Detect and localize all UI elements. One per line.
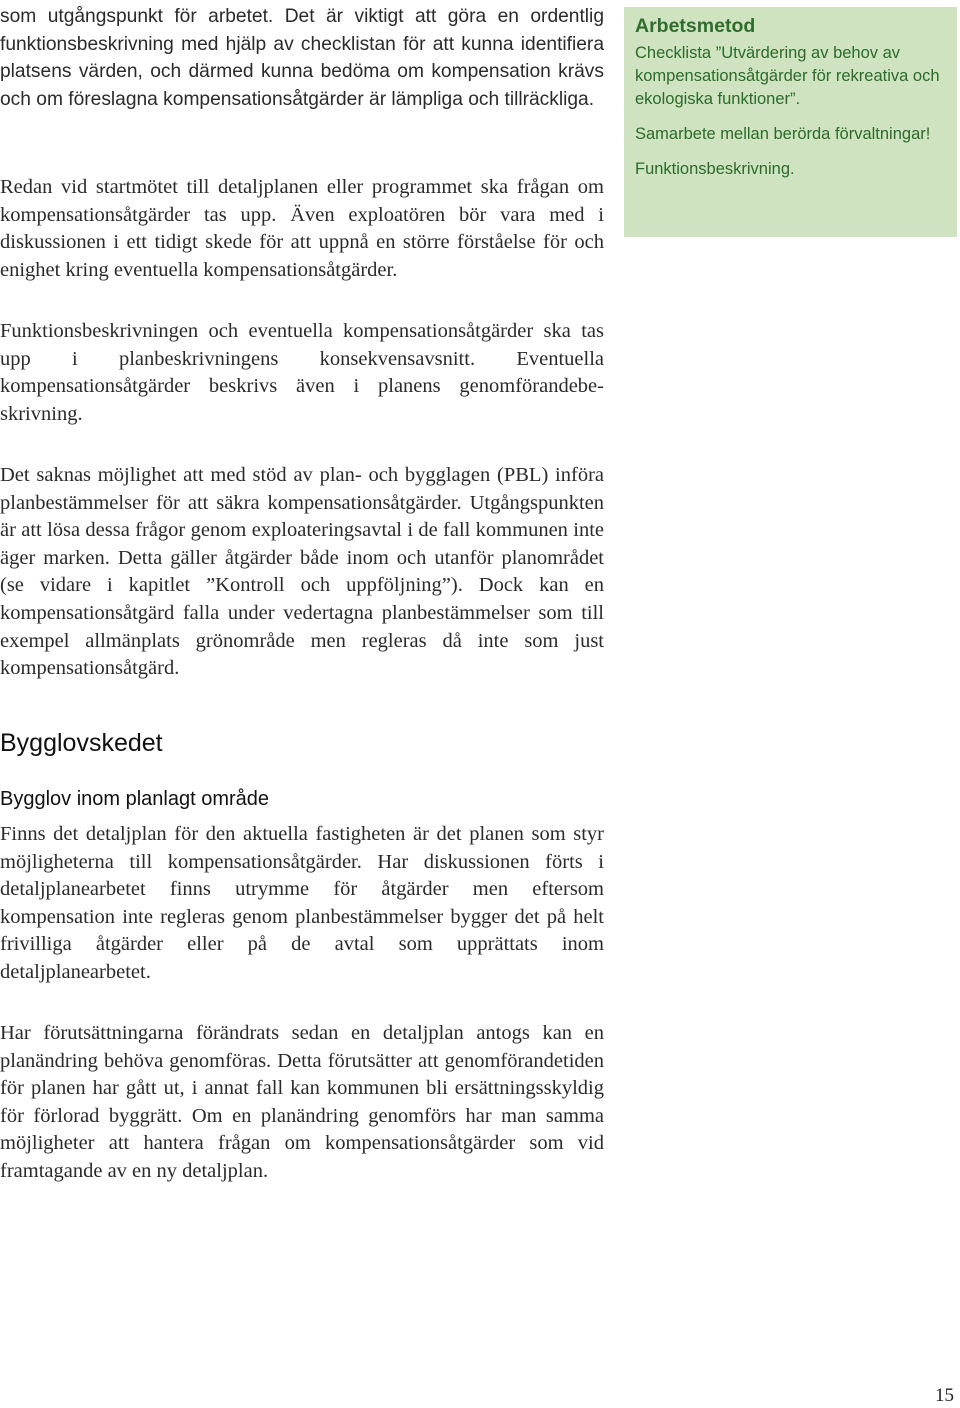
paragraph-funktionsbeskrivning: Funktionsbeskrivningen och eventuella kompensationsåtgärder ska tas upp i planbeskrivningens konsekvensavsnitt. Eventuella kompensationsåtgärder beskrivs även i planens genomförandebeskrivning. <box>0 320 604 425</box>
heading-bygglovskedet: Bygglovskedet <box>0 729 163 757</box>
subheading-bygglov: Bygglov inom planlagt område <box>0 788 270 810</box>
sidebox-item-funktionsbeskrivning: Funktionsbeskrivning. <box>635 160 795 178</box>
sidebox-item-samarbete: Samarbete mellan berörda förvaltningar! <box>635 125 931 143</box>
intro-paragraph: som utgångspunkt för arbetet. Det är viktigt att göra en ordentlig funktionsbeskrivning med hjälp av checklistan för att kunna identifiera platsens värden, och därmed kunna bedöma om kompensation krävs och om föreslagna kompensationsåtgärder är lämpliga och tillräckliga. <box>0 6 604 110</box>
paragraph-detaljplan: Finns det detaljplan för den aktuella fastigheten är det planen som styr möjligheterna till kompensationsåtgärder. Har diskussionen förts i detaljplanearbetet finns utrymme för åtgärder men eftersom kompensation inte regleras genom planbestämmelser bygger det på helt frivilliga åtgärder eller på de avtal som upprättats inom detaljplanearbetet. <box>0 823 604 983</box>
arbetsmetod-sidebox <box>624 7 957 237</box>
sidebox-item-checklist: Checklista ”Utvärdering av behov av kompensationsåtgärder för rekreativa och ekologiska funktioner”. <box>635 44 940 108</box>
paragraph-pbl: Det saknas möjlighet att med stöd av plan- och bygglagen (PBL) införa planbestämmelser för att säkra kompensationsåtgärder. Utgångspunkten är att lösa dessa frågor genom exploateringsavtal i de fall kommunen inte äger marken. Detta gäller åtgärder både inom och utanför planområdet (se vidare i kapitlet ”Kontroll och uppföljning”). Dock kan en kompensationsåtgärd falla under vedertagna planbestämmelser som till exempel allmänplats grönområde men regleras då inte som just kompensationsåtgärd. <box>0 464 604 680</box>
sidebox-title: Arbetsmetod <box>635 15 756 37</box>
page-number: 15 <box>935 1385 954 1406</box>
paragraph-startmote: Redan vid startmötet till detaljplanen eller programmet ska frågan om kompensationsåtgärder tas upp. Även exploatören bör vara med i diskussionen i ett tidigt skede för att uppnå en större förståelse för och enighet kring eventuella kompensationsåtgärder. <box>0 176 604 281</box>
paragraph-planandring: Har förutsättningarna förändrats sedan en detaljplan antogs kan en planändring behöva genomföras. Detta förutsätter att genomförandetiden för planen har gått ut, i annat fall kan kommunen bli ersättningsskyldig för förlorad byggrätt. Om en planändring genomförs har man samma möjligheter att hantera frågan om kompensationsåtgärder som vid framtagande av en ny detaljplan. <box>0 1022 604 1182</box>
